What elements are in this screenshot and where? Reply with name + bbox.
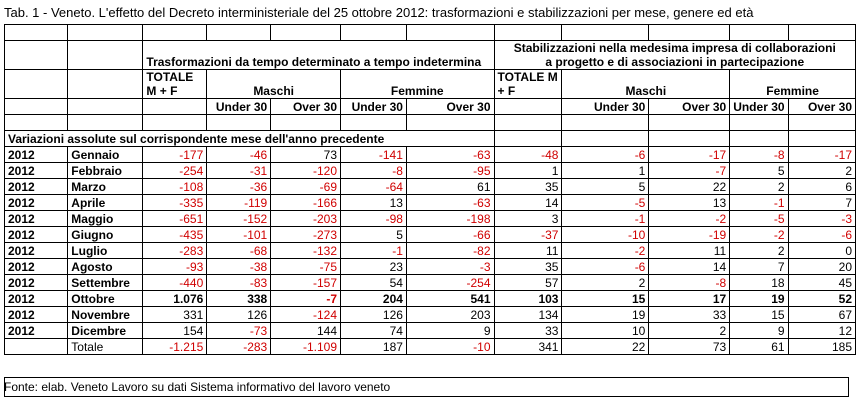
cell-mo: -166 <box>271 195 341 211</box>
cell-fo: 61 <box>406 179 494 195</box>
cell-mo: -273 <box>271 227 341 243</box>
cell-smu: 22 <box>562 339 649 355</box>
row-month: Marzo <box>68 179 143 195</box>
cell-sfo: -17 <box>788 147 855 163</box>
cell-sfu: -1 <box>730 195 788 211</box>
cell-t: -177 <box>143 147 207 163</box>
cell-mu: -283 <box>207 339 271 355</box>
cell-sfu: 9 <box>730 323 788 339</box>
header-femmine-stab: Femmine <box>730 70 856 99</box>
table-row <box>5 259 856 275</box>
header-over30: Over 30 <box>406 99 494 115</box>
cell-t: -254 <box>143 163 207 179</box>
cell-t: -93 <box>143 259 207 275</box>
cell-t: 154 <box>143 323 207 339</box>
table-row <box>5 275 856 291</box>
cell-mo: 73 <box>271 147 341 163</box>
row-year: 2012 <box>5 259 68 275</box>
header-totale-line2: M + F <box>146 84 178 98</box>
header-femmine-trasf: Femmine <box>341 70 495 99</box>
row-month: Ottobre <box>68 291 143 307</box>
cell-fo: -254 <box>406 275 494 291</box>
cell-s: 33 <box>494 323 562 339</box>
cell-sfo: -6 <box>788 227 855 243</box>
row-month: Novembre <box>68 307 143 323</box>
table-row <box>5 147 856 163</box>
row-year: 2012 <box>5 243 68 259</box>
cell-sfo: 45 <box>788 275 855 291</box>
cell-smo: -2 <box>649 211 730 227</box>
row-year: 2012 <box>5 291 68 307</box>
group-header-row <box>5 41 856 70</box>
group-header-stabilizzazioni <box>494 41 855 70</box>
cell-s: 35 <box>494 179 562 195</box>
row-month: Luglio <box>68 243 143 259</box>
cell-fo: 541 <box>406 291 494 307</box>
cell-sfo: 12 <box>788 323 855 339</box>
cell-fu: -1 <box>341 243 407 259</box>
table-row <box>5 195 856 211</box>
cell-fu: -141 <box>341 147 407 163</box>
cell-smu: 10 <box>562 323 649 339</box>
header-under30: Under 30 <box>562 99 649 115</box>
footnote: Fonte: elab. Veneto Lavoro su dati Sistema informativo del lavoro veneto <box>4 380 391 394</box>
cell-smo: 17 <box>649 291 730 307</box>
cell-t: -1.215 <box>143 339 207 355</box>
cell-mu: 338 <box>207 291 271 307</box>
table-title: Tab. 1 - Veneto. L'effetto del Decreto interministeriale del 25 ottobre 2012: trasformazioni e stabilizzazioni per mese, genere ed età <box>4 5 754 20</box>
row-year: 2012 <box>5 195 68 211</box>
table-row <box>5 323 856 339</box>
row-month: Giugno <box>68 227 143 243</box>
header-totale-trasf <box>143 70 207 99</box>
cell-sfo: 185 <box>788 339 855 355</box>
cell-mo: -7 <box>271 291 341 307</box>
cell-fo: -95 <box>406 163 494 179</box>
cell-fo: -63 <box>406 195 494 211</box>
cell-mo: -69 <box>271 179 341 195</box>
cell-mu: -101 <box>207 227 271 243</box>
cell-fo: -198 <box>406 211 494 227</box>
cell-fu: 23 <box>341 259 407 275</box>
cell-fu: -98 <box>341 211 407 227</box>
cell-s: -37 <box>494 227 562 243</box>
cell-smu: -5 <box>562 195 649 211</box>
cell-mu: 126 <box>207 307 271 323</box>
cell-smu: -2 <box>562 243 649 259</box>
cell-fo: 203 <box>406 307 494 323</box>
row-year <box>5 339 68 355</box>
cell-sfu: -2 <box>730 227 788 243</box>
cell-fo: -63 <box>406 147 494 163</box>
header-totale-stab <box>494 70 562 99</box>
cell-fo: -10 <box>406 339 494 355</box>
cell-mo: -124 <box>271 307 341 323</box>
group-header-stabilizzazioni-line2: a progetto e di associazioni in partecipazione <box>545 55 805 69</box>
header-under30: Under 30 <box>730 99 788 115</box>
cell-smo: -8 <box>649 275 730 291</box>
table-row <box>5 339 856 355</box>
table-row <box>5 227 856 243</box>
table-row <box>5 211 856 227</box>
header-totale-stab-line2: + F <box>497 84 516 98</box>
cell-sfu: 18 <box>730 275 788 291</box>
cell-fu: -64 <box>341 179 407 195</box>
cell-fu: 204 <box>341 291 407 307</box>
row-year: 2012 <box>5 307 68 323</box>
header-under30: Under 30 <box>341 99 407 115</box>
cell-fu: 5 <box>341 227 407 243</box>
cell-sfo: 6 <box>788 179 855 195</box>
row-month: Maggio <box>68 211 143 227</box>
cell-smo: 73 <box>649 339 730 355</box>
cell-mo: -120 <box>271 163 341 179</box>
cell-t: -335 <box>143 195 207 211</box>
cell-t: 331 <box>143 307 207 323</box>
table-row <box>5 179 856 195</box>
cell-s: 1 <box>494 163 562 179</box>
row-month: Settembre <box>68 275 143 291</box>
group-header-stabilizzazioni-line1: Stabilizzazioni nella medesima impresa di collaborazioni <box>513 41 836 55</box>
cell-mu: -68 <box>207 243 271 259</box>
cell-fo: -66 <box>406 227 494 243</box>
cell-sfu: -5 <box>730 211 788 227</box>
cell-s: 3 <box>494 211 562 227</box>
cell-mu: -31 <box>207 163 271 179</box>
cell-fo: -3 <box>406 259 494 275</box>
header-over30: Over 30 <box>649 99 730 115</box>
header-over30: Over 30 <box>788 99 855 115</box>
cell-sfu: 2 <box>730 179 788 195</box>
header-totale-line1: TOTALE <box>146 70 194 84</box>
cell-t: 1.076 <box>143 291 207 307</box>
data-grid <box>4 24 856 355</box>
cell-s: 14 <box>494 195 562 211</box>
cell-sfo: 7 <box>788 195 855 211</box>
cell-t: -651 <box>143 211 207 227</box>
cell-s: -48 <box>494 147 562 163</box>
cell-sfo: 52 <box>788 291 855 307</box>
header-maschi-stab: Maschi <box>562 70 730 99</box>
cell-mu: -46 <box>207 147 271 163</box>
cell-sfu: 5 <box>730 163 788 179</box>
cell-mu: -73 <box>207 323 271 339</box>
cell-t: -108 <box>143 179 207 195</box>
cell-sfo: -3 <box>788 211 855 227</box>
row-year: 2012 <box>5 275 68 291</box>
age-header-row <box>5 99 856 115</box>
cell-sfo: 0 <box>788 243 855 259</box>
cell-mu: -152 <box>207 211 271 227</box>
row-month: Agosto <box>68 259 143 275</box>
cell-sfu: 15 <box>730 307 788 323</box>
row-year: 2012 <box>5 227 68 243</box>
cell-mu: -83 <box>207 275 271 291</box>
cell-sfu: -8 <box>730 147 788 163</box>
row-year: 2012 <box>5 323 68 339</box>
cell-smo: -7 <box>649 163 730 179</box>
cell-smu: 1 <box>562 163 649 179</box>
blank-row <box>5 25 856 41</box>
section-row <box>5 131 856 147</box>
table-row <box>5 307 856 323</box>
cell-sfo: 2 <box>788 163 855 179</box>
cell-mo: -1.109 <box>271 339 341 355</box>
cell-fu: 187 <box>341 339 407 355</box>
cell-s: 35 <box>494 259 562 275</box>
cell-mu: -119 <box>207 195 271 211</box>
cell-s: 103 <box>494 291 562 307</box>
cell-smo: 11 <box>649 243 730 259</box>
cell-mo: -203 <box>271 211 341 227</box>
header-under30: Under 30 <box>207 99 271 115</box>
cell-fu: 13 <box>341 195 407 211</box>
cell-fo: 9 <box>406 323 494 339</box>
cell-mo: -75 <box>271 259 341 275</box>
section-label: Variazioni assolute sul corrispondente mese dell'anno precedente <box>5 131 495 147</box>
cell-t: -283 <box>143 243 207 259</box>
cell-smu: 2 <box>562 275 649 291</box>
cell-s: 57 <box>494 275 562 291</box>
cell-fo: -82 <box>406 243 494 259</box>
row-year: 2012 <box>5 179 68 195</box>
cell-t: -435 <box>143 227 207 243</box>
cell-fu: -8 <box>341 163 407 179</box>
cell-sfu: 61 <box>730 339 788 355</box>
group-header-trasformazioni: Trasformazioni da tempo determinato a tempo indetermina <box>143 41 494 70</box>
sub-header-row <box>5 70 856 99</box>
cell-smo: 33 <box>649 307 730 323</box>
cell-smo: 2 <box>649 323 730 339</box>
cell-smo: 13 <box>649 195 730 211</box>
cell-smo: -19 <box>649 227 730 243</box>
cell-smu: -6 <box>562 259 649 275</box>
cell-s: 11 <box>494 243 562 259</box>
row-month: Aprile <box>68 195 143 211</box>
row-month: Febbraio <box>68 163 143 179</box>
row-month: Gennaio <box>68 147 143 163</box>
cell-sfu: 7 <box>730 259 788 275</box>
cell-mo: -157 <box>271 275 341 291</box>
header-totale-stab-line1: TOTALE M <box>497 70 558 84</box>
row-month: Dicembre <box>68 323 143 339</box>
cell-smo: 22 <box>649 179 730 195</box>
cell-fu: 74 <box>341 323 407 339</box>
cell-s: 341 <box>494 339 562 355</box>
cell-sfu: 2 <box>730 243 788 259</box>
cell-sfo: 67 <box>788 307 855 323</box>
spacer-row <box>5 115 856 131</box>
cell-mo: -132 <box>271 243 341 259</box>
cell-smu: 19 <box>562 307 649 323</box>
cell-smo: 14 <box>649 259 730 275</box>
cell-fu: 54 <box>341 275 407 291</box>
cell-mu: -38 <box>207 259 271 275</box>
cell-t: -440 <box>143 275 207 291</box>
cell-smu: -10 <box>562 227 649 243</box>
row-month: Totale <box>68 339 143 355</box>
cell-smu: 5 <box>562 179 649 195</box>
header-over30: Over 30 <box>271 99 341 115</box>
cell-smu: 15 <box>562 291 649 307</box>
cell-smo: -17 <box>649 147 730 163</box>
cell-mu: -36 <box>207 179 271 195</box>
table-row <box>5 291 856 307</box>
header-maschi-trasf: Maschi <box>207 70 341 99</box>
cell-s: 134 <box>494 307 562 323</box>
cell-sfu: 19 <box>730 291 788 307</box>
cell-fu: 126 <box>341 307 407 323</box>
table-row <box>5 163 856 179</box>
row-year: 2012 <box>5 211 68 227</box>
cell-sfo: 20 <box>788 259 855 275</box>
table-row <box>5 243 856 259</box>
cell-smu: -6 <box>562 147 649 163</box>
cell-smu: -1 <box>562 211 649 227</box>
cell-mo: 144 <box>271 323 341 339</box>
row-year: 2012 <box>5 163 68 179</box>
row-year: 2012 <box>5 147 68 163</box>
